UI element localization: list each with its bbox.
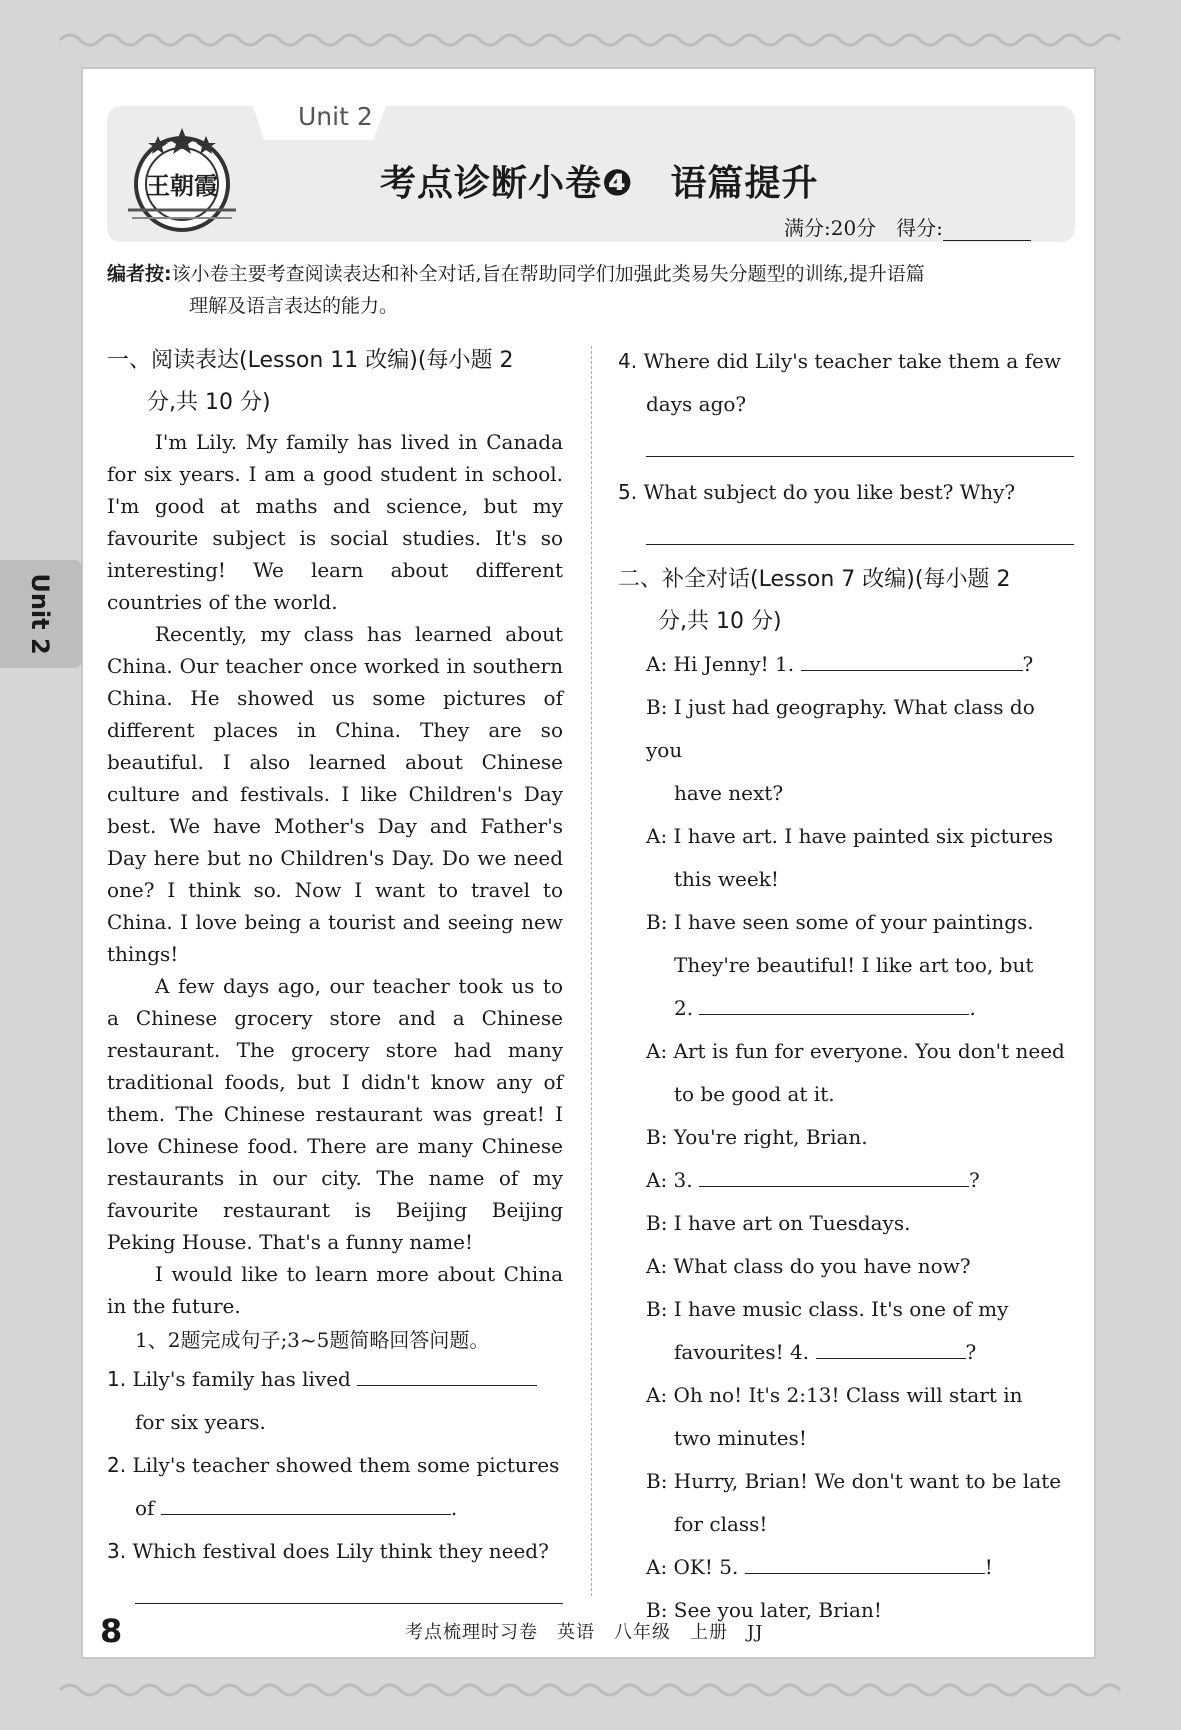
dialogue-continuation: for class! [674,1512,768,1536]
dialogue-continuation: this week! [674,867,779,891]
q4-continuation: days ago? [646,392,747,416]
dialogue-line [646,1116,1074,1159]
dialogue-punct: ! [984,1555,993,1579]
page-number: 8 [100,1612,123,1650]
dialogue-text: A: What class do you have now? [646,1254,971,1278]
question-3 [107,1530,563,1573]
section1-title [107,340,563,424]
section1-title-line1: 一、阅读表达(Lesson 11 改编)(每小题 2 [107,348,514,373]
section2-title-line1: 二、补全对话(Lesson 7 改编)(每小题 2 [618,567,1011,592]
question-instruction: 1、2题完成句子;3~5题简略回答问题。 [135,1328,490,1352]
dialogue-text: B: See you later, Brian! [646,1598,882,1622]
q3-answer-line[interactable] [135,1573,563,1604]
q2-continuation: of [135,1496,155,1520]
dialogue-punct: ? [1022,652,1034,676]
brand-logo-icon [118,122,246,238]
editor-note [107,258,1075,322]
q1-number: 1. [107,1367,127,1391]
dialogue-text: B: Hurry, Brian! We don't want to be late [646,1469,1062,1493]
footer-text: 考点梳理时习卷 英语 八年级 上册 JJ [405,1622,764,1643]
passage-paragraph: A few days ago, our teacher took us to a Chinese grocery store and a Chinese restaurant. The grocery store had many traditional foods, but I didn't know any of them. The Chinese restaurant was great! I love Chinese food. There are many Chinese restaurants in our city. The name of my favourite restaurant is Beijing Beijing Peking House. That's a funny name! [107,974,563,1254]
dialogue-text: B: I just had geography. What class do you [646,695,1035,762]
dialogue-text: A: Hi Jenny! [646,652,776,676]
dialogue-text: B: I have seen some of your paintings. [646,910,1034,934]
q3-number: 3. [107,1539,127,1563]
blank-number: 3. [673,1168,693,1192]
dialogue-blank-5[interactable] [745,1551,985,1574]
dialogue-continuation: to be good at it. [674,1082,835,1106]
dialogue-line [646,1159,1074,1202]
section2-title-line2: 分,共 10 分) [658,609,782,634]
dialogue-continuation: two minutes! [674,1426,807,1450]
dialogue-text: B: You're right, Brian. [646,1125,868,1149]
dialogue-continuation: They're beautiful! I like art too, but [674,953,1034,977]
side-unit-tab [0,560,82,668]
dialogue-line [646,1245,1074,1288]
dialogue-line [646,1460,1074,1503]
dialogue-blank-1[interactable] [801,648,1023,671]
dialogue-line [646,815,1074,858]
dialogue-punct: ? [965,1340,977,1364]
dialogue [618,643,1074,1632]
reading-passage [107,426,563,1322]
q1-answer-blank[interactable] [357,1363,537,1386]
dialogue-blank-4[interactable] [816,1336,966,1359]
editor-note-label: 编者按: [107,263,172,285]
dialogue-continuation: have next? [674,781,784,805]
q5-number: 5. [618,480,638,504]
question-5 [618,471,1074,514]
question-2: 2. Lily's teacher showed them some pictures of . [107,1453,560,1520]
dialogue-line [646,643,1074,686]
dialogue-line [646,1030,1074,1073]
q4-text: Where did Lily's teacher take them a few [643,349,1061,373]
section1-title-line2: 分,共 10 分) [147,390,271,415]
dialogue-line [646,901,1074,944]
dialogue-text: B: I have music class. It's one of my [646,1297,1009,1321]
column-divider [591,346,592,1596]
q3-text: Which festival does Lily think they need? [132,1539,549,1563]
score-field [784,212,1031,241]
q4-number: 4. [618,349,638,373]
q1-text: Lily's family has lived [132,1367,351,1391]
dialogue-blank-2[interactable] [699,992,969,1015]
section2-title [618,559,1074,643]
logo-text: 王朝霞 [146,171,218,200]
blank-number: 4. [790,1340,810,1364]
left-column [107,340,563,1618]
q2-number: 2. [107,1453,127,1477]
passage-paragraph: I'm Lily. My family has lived in Canada for six years. I am a good student in school. I'm good at maths and science, but my favourite subject is social studies. It's so interesting! We learn about different countries of the world. [107,430,563,614]
dialogue-punct: ? [969,1168,980,1192]
question-4 [618,340,1074,426]
dialogue-continuation: favourites! [674,1340,791,1364]
dialogue-text: B: I have art on Tuesdays. [646,1211,911,1235]
dialogue-text: A: I have art. I have painted six pictures [646,824,1054,848]
q1-continuation: for six years. [135,1410,266,1434]
dialogue-text: A: Art is fun for everyone. You don't need [646,1039,1065,1063]
dialogue-text: A: Oh no! It's 2:13! Class will start in [646,1383,1023,1407]
q2-text: Lily's teacher showed them some pictures [132,1453,560,1477]
q5-answer-line[interactable] [646,514,1074,545]
blank-number: 1. [775,652,795,676]
unit-label: Unit 2 [298,102,373,131]
score-blank[interactable] [943,222,1031,241]
dialogue-line [646,1374,1074,1417]
right-column [618,340,1074,1632]
dialogue-line [646,1288,1074,1331]
dialogue-blank-3[interactable] [699,1164,969,1187]
dialogue-line [646,686,1074,772]
side-tab-label: Unit 2 [26,573,54,655]
dialogue-line [646,1546,1074,1589]
passage-paragraph: I would like to learn more about China in the future. [107,1262,563,1318]
dialogue-punct: . [969,996,976,1020]
dialogue-line [646,1202,1074,1245]
editor-note-line1: 该小卷主要考查阅读表达和补全对话,旨在帮助同学们加强此类易失分题型的训练,提升语篇 [171,263,925,285]
dialogue-text: A: OK! [646,1555,720,1579]
q2-answer-blank[interactable] [161,1492,451,1515]
q5-text: What subject do you like best? Why? [643,480,1016,504]
dialogue-line [646,1331,1074,1374]
blank-number: 5. [719,1555,739,1579]
dialogue-text: A: [646,1168,674,1192]
page-title: 考点诊断小卷❹ 语篇提升 [380,163,819,204]
dialogue-line [646,987,1074,1030]
score-label: 满分:20分 得分: [784,216,943,240]
editor-note-line2: 理解及语言表达的能力。 [189,295,399,317]
passage-paragraph: Recently, my class has learned about China. Our teacher once worked in southern China. He showed us some pictures of different places in China. They are so beautiful. I also learned about Chinese culture and festivals. I like Children's Day best. We have Mother's Day and Father's Day here but no Children's Day. Do we need one? I think so. Now I want to travel to China. I love being a tourist and seeing new things! [107,622,563,966]
blank-number: 2. [674,996,694,1020]
q4-answer-line[interactable] [646,426,1074,457]
question-1 [107,1358,563,1444]
